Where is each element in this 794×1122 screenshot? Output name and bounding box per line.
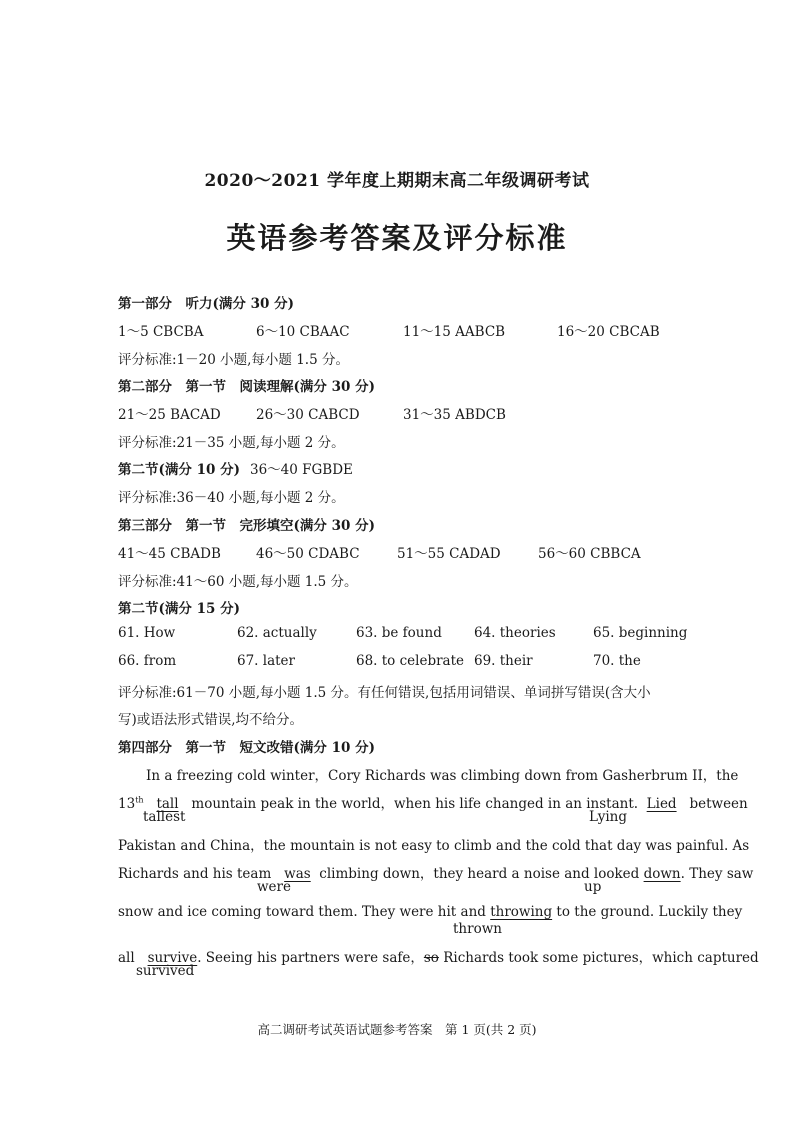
passage-text: . They saw [680,866,754,882]
part4-heading: 第四部分 第一节 短文改错(满分 10 分) [118,740,375,756]
fill-answer-65: 65. beginning [593,625,688,641]
correction-word: thrown [453,921,502,937]
correction-word: survived [136,963,195,979]
fill-answer-70: 70. the [593,653,641,669]
part2-answer-2: 26～30 CABCD [256,407,360,423]
part2-answer-3: 31～35 ABDCB [403,407,506,423]
correction-word: Lying [589,809,628,825]
part3-answer-3: 51～55 CADAD [397,546,501,562]
fill-scoring-line2: 写)或语法形式错误,均不给分。 [118,712,304,728]
fill-answer-67: 67. later [237,653,295,669]
part1-answer-4: 16～20 CBCAB [557,324,660,340]
fill-answer-66: 66. from [118,653,177,669]
passage-line-6 [118,946,759,966]
passage-line-5 [118,904,743,920]
part2-section2-scoring: 评分标准:36－40 小题,每小题 2 分。 [118,490,345,506]
part3-answer-2: 46～50 CDABC [256,546,360,562]
correction-word: up [584,879,602,895]
part3-heading: 第三部分 第一节 完形填空(满分 30 分) [118,518,375,534]
error-word: tall [156,796,179,812]
part3-scoring: 评分标准:41～60 小题,每小题 1.5 分。 [118,574,358,590]
fill-answer-69: 69. their [474,653,533,669]
error-word: survive [147,950,198,966]
passage-text: snow and ice coming toward them. They were hit and [118,904,486,920]
part1-answer-3: 11～15 AABCB [403,324,506,340]
correction-word: were [257,879,291,895]
passage-text: between [689,796,748,812]
passage-line-3: Pakistan and China，the mountain is not easy to climb and the cold that day was painful. As [118,838,750,854]
part3-answer-1: 41～45 CBADB [118,546,221,562]
fill-answer-63: 63. be found [356,625,442,641]
passage-text: to the ground. Luckily they [556,904,743,920]
passage-text: 13 [118,796,136,812]
part2-heading: 第二部分 第一节 阅读理解(满分 30 分) [118,379,375,395]
fill-answer-62: 62. actually [237,625,317,641]
deleted-word: so [423,950,439,966]
passage-text: all [118,950,135,966]
part2-answer-1: 21～25 BACAD [118,407,221,423]
page-footer: 高二调研考试英语试题参考答案 第 1 页(共 2 页) [257,1022,537,1037]
part2-section2-answers: 36～40 FGBDE [250,462,353,478]
fill-answer-64: 64. theories [474,625,556,641]
fill-answer-61: 61. How [118,625,176,641]
passage-text: Richards and his team [118,866,272,882]
error-word: was [284,866,311,882]
part1-answer-1: 1～5 CBCBA [118,324,204,340]
correction-word: tallest [143,809,186,825]
error-word: down [643,866,681,882]
part3-section2-heading: 第二节(满分 15 分) [118,601,240,617]
passage-text: . Seeing his partners were safe， [197,950,424,966]
error-word: Lied [646,796,677,812]
part3-answer-4: 56～60 CBBCA [538,546,641,562]
exam-title: 2020～2021 学年度上期期末高二年级调研考试 [204,171,590,191]
passage-text: climbing down，they heard a noise and looked [319,866,640,882]
part1-scoring: 评分标准:1－20 小题,每小题 1.5 分。 [118,352,349,368]
part2-section2-heading: 第二节(满分 10 分) [118,462,240,478]
document-title: 英语参考答案及评分标准 [226,221,568,255]
passage-text: Richards took some pictures，which captured [443,950,759,966]
part1-heading: 第一部分 听力(满分 30 分) [118,296,294,312]
passage-text: mountain peak in the world，when his life changed in an instant. [191,796,639,812]
error-word: throwing [490,904,553,920]
part1-answer-2: 6～10 CBAAC [256,324,350,340]
ordinal-suffix: th [135,795,144,805]
passage-line-1: In a freezing cold winter，Cory Richards was climbing down from Gasherbrum II，the [146,768,739,784]
fill-scoring-line1: 评分标准:61－70 小题,每小题 1.5 分。有任何错误,包括用词错误、单词拼写错误(含大小 [118,685,651,701]
fill-answer-68: 68. to celebrate [356,653,465,669]
part2-scoring: 评分标准:21－35 小题,每小题 2 分。 [118,435,345,451]
